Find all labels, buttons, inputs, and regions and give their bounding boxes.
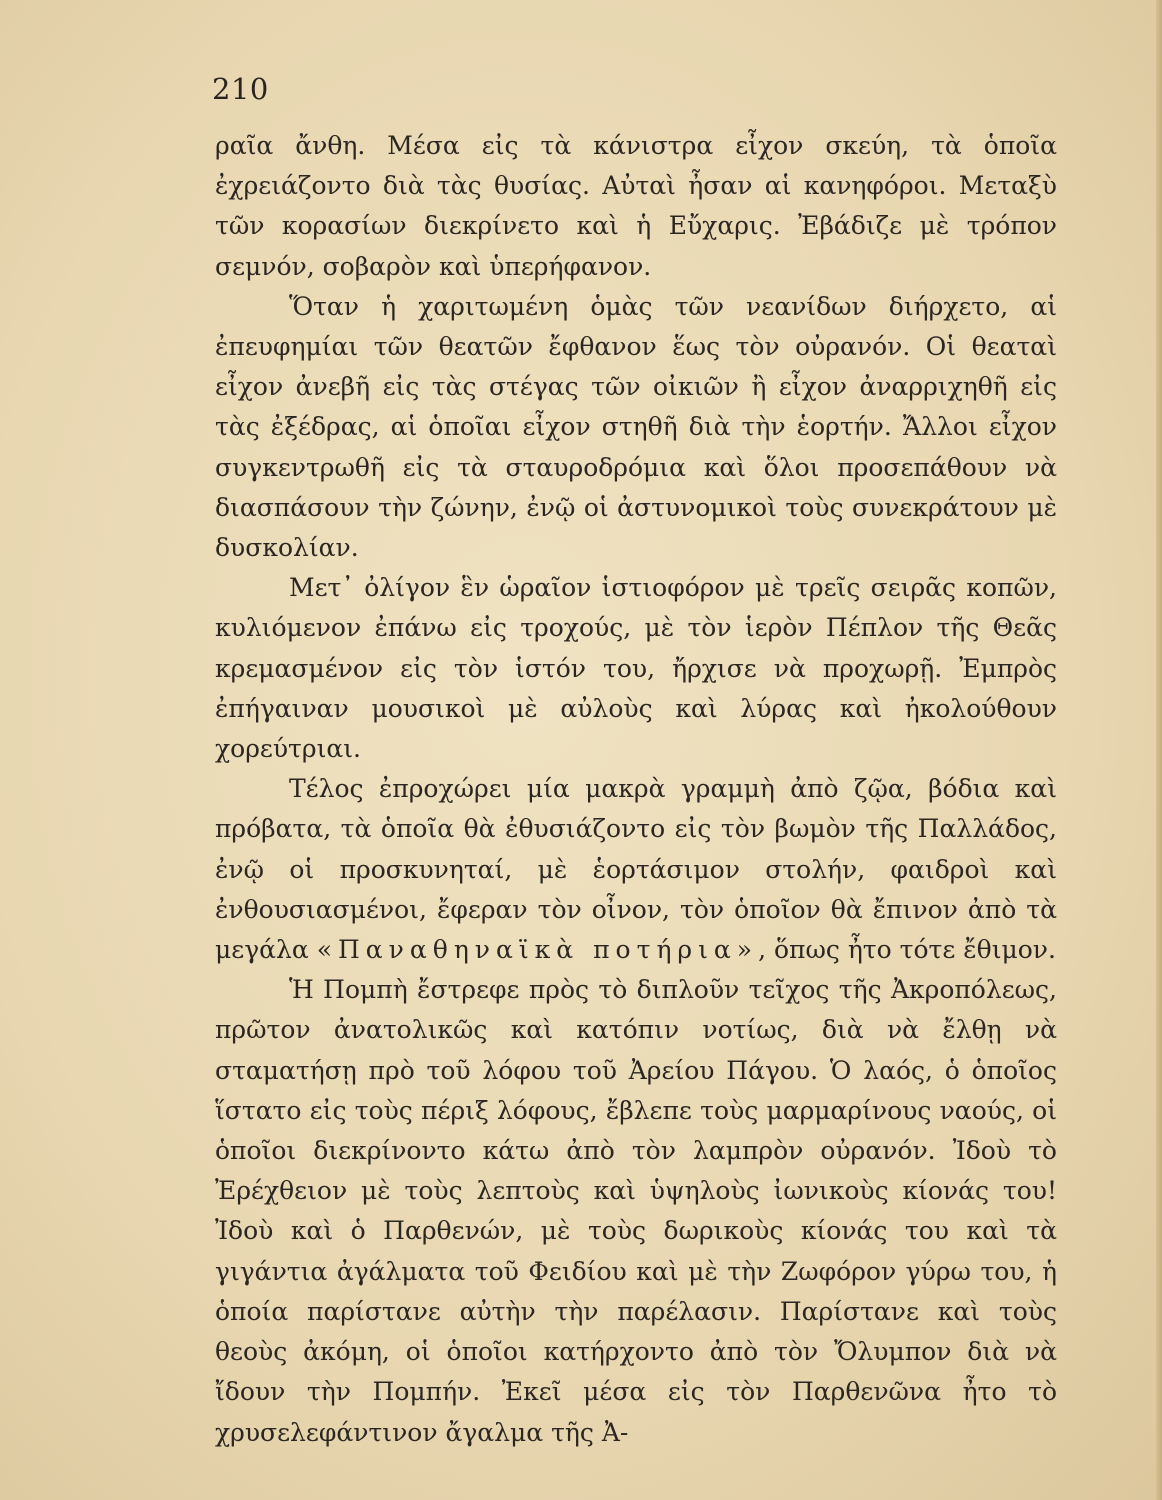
- paragraph-4-end: , ὅπως ἦτο τότε ἔθιμον.: [758, 935, 1056, 965]
- paragraph-5: Ἡ Πομπὴ ἔστρεφε πρὸς τὸ διπλοῦν τεῖχος τῆς Ἀκροπόλεως, πρῶτον ἀνατολικῶς καὶ κατόπιν νοτίως, διὰ νὰ ἔλθῃ νὰ σταματήσῃ πρὸ τοῦ λόφου τοῦ Ἀρείου Πάγου. Ὁ λαός, ὁ ὁποῖος ἵστατο εἰς τοὺς πέριξ λόφους, ἔβλεπε τοὺς μαρμαρίνους ναούς, οἱ ὁποῖοι διεκρίνοντο κάτω ἀπὸ τὸν λαμπρὸν οὐρανόν. Ἰδοὺ τὸ Ἐρέχθειον μὲ τοὺς λεπτοὺς καὶ ὑψηλοὺς ἰωνικοὺς κίονάς του! Ἰδοὺ καὶ ὁ Παρθενών, μὲ τοὺς δωρικοὺς κίονάς του καὶ τὰ γιγάντια ἀγάλματα τοῦ Φειδίου καὶ μὲ τὴν Ζωφόρον γύρω του, ἡ ὁποία παρίστανε αὐτὴν τὴν παρέλασιν. Παρίστανε καὶ τοὺς θεοὺς ἀκόμη, οἱ ὁποῖοι κατήρχοντο ἀπὸ τὸν Ὄλυμπον διὰ νὰ ἴδουν τὴν Πομπήν. Ἐκεῖ μέσα εἰς τὸν Παρθενῶνα ἦτο τὸ χρυσελεφάντινον ἄγαλμα τῆς Ἀ-: [215, 975, 1057, 1447]
- paragraph-4-start: Τέλος ἐπροχώρει μία μακρὰ γραμμὴ ἀπὸ ζῷα, βόδια καὶ πρόβατα, τὰ ὁποῖα θὰ ἐθυσιάζοντο εἰς τὸν βωμὸν τῆς Παλλάδος, ἐνῷ οἱ προσκυνηταί, μὲ ἑορτάσιμον στολήν, φαιδροὶ καὶ ἐνθουσιασμένοι, ἔφεραν τὸν οἶνον, τὸν ὁποῖον θὰ ἔπινον ἀπὸ τὰ μεγάλα: [215, 774, 1057, 965]
- page-edge: [1156, 0, 1162, 1500]
- paragraph-4: [215, 769, 1057, 970]
- body-text: [215, 126, 1057, 1453]
- paragraph-3: Μετ᾽ ὀλίγον ἓν ὡραῖον ἱστιοφόρον μὲ τρεῖς σειρᾶς κοπῶν, κυλιόμενον ἐπάνω εἰς τροχούς, μὲ τὸν ἱερὸν Πέπλον τῆς Θεᾶς κρεμασμένον εἰς τὸν ἱστόν του, ἤρχισε νὰ προχωρῇ. Ἐμπρὸς ἐπήγαιναν μουσικοὶ μὲ αὐλοὺς καὶ λύρας καὶ ἠκολούθουν χορεύτριαι.: [215, 573, 1057, 764]
- paragraph-2: Ὅταν ἡ χαριτωμένη ὁμὰς τῶν νεανίδων διήρχετο, αἱ ἐπευφημίαι τῶν θεατῶν ἔφθανον ἕως τὸν οὐρανόν. Οἱ θεαταὶ εἶχον ἀνεβῆ εἰς τὰς στέγας τῶν οἰκιῶν ἢ εἶχον ἀναρριχηθῆ εἰς τὰς ἐξέδρας, αἱ ὁποῖαι εἶχον στηθῆ διὰ τὴν ἑορτήν. Ἄλλοι εἶχον συγκεντρωθῆ εἰς τὰ σταυροδρόμια καὶ ὅλοι προσεπάθουν νὰ διασπάσουν τὴν ζώνην, ἐνῷ οἱ ἀστυνομικοὶ τοὺς συνεκράτουν μὲ δυσκολίαν.: [215, 291, 1057, 563]
- spaced-phrase: «Παναθηναϊκὰ ποτήρια»: [316, 935, 759, 965]
- page-number: 210: [212, 72, 269, 106]
- paragraph-1: ραῖα ἄνθη. Μέσα εἰς τὰ κάνιστρα εἶχον σκεύη, τὰ ὁποῖα ἐχρειάζοντο διὰ τὰς θυσίας. Αὐταὶ ἦσαν αἱ κανηφόροι. Μεταξὺ τῶν κορασίων διεκρίνετο καὶ ἡ Εὔχαρις. Ἐβάδιζε μὲ τρόπον σεμνόν, σοβαρὸν καὶ ὑπερήφανον.: [215, 131, 1057, 281]
